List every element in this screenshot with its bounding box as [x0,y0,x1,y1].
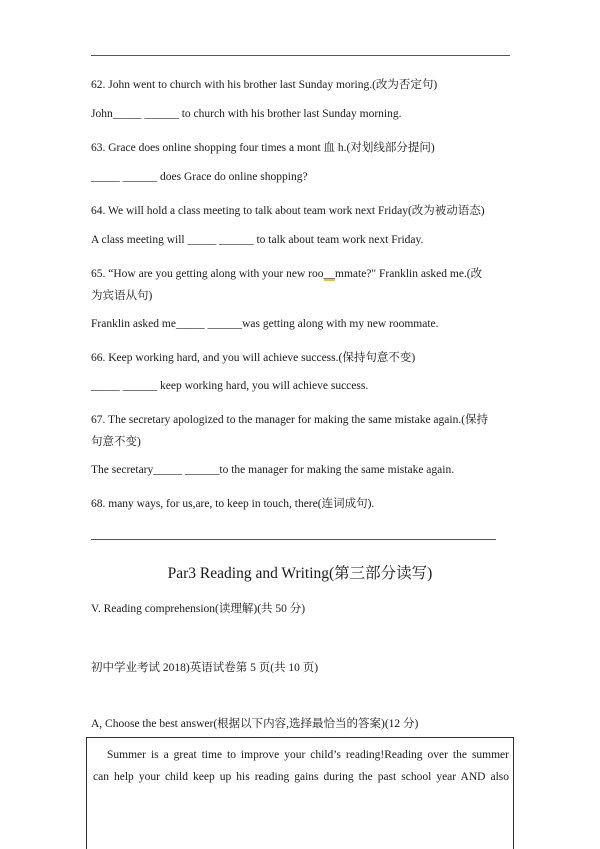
section-divider [91,539,496,540]
question-67-line2: 句意不变) [91,436,141,448]
passage-line-2: can help your child keep up his reading gains during the past school year AND also [93,771,509,783]
question-67-line1: 67. The secretary apologized to the manager for making the same mistake again.(保持 [91,414,489,426]
question-68: 68. many ways, for us,are, to keep in touch, there(连词成句). [91,498,375,510]
question-64: 64. We will hold a class meeting to talk about team work next Friday(改为被动语态) [91,205,485,217]
answer-65: Franklin asked me_____ ______was getting along with my new roommate. [91,318,439,330]
question-63: 63. Grace does online shopping four times a mont 血 h.(对划线部分提问) [91,142,435,154]
answer-62: John_____ ______ to church with his brother last Sunday morning. [91,108,402,120]
section-v-heading: V. Reading comprehension(读理解)(共 50 分) [91,603,306,615]
question-65-post: mmate?" Franklin asked me.(改 [335,268,483,280]
part3-title: Par3 Reading and Writing(第三部分读写) [167,565,433,582]
passage-line-1: Summer is a great time to improve your child’s reading!Reading over the summer [107,749,509,761]
top-divider [91,55,510,56]
question-62: 62. John went to church with his brother last Sunday moring.(改为否定句) [91,79,438,91]
page-footer: 初中学业考试 2018)英语试卷第 5 页(共 10 页) [91,662,319,674]
question-66: 66. Keep working hard, and you will achieve success.(保持句意不变) [91,352,416,364]
question-65-pre: 65. “How are you getting along with your new roo [91,268,324,280]
answer-66: _____ ______ keep working hard, you will achieve success. [91,380,369,392]
section-a-heading: A, Choose the best answer(根据以下内容,选择最恰当的答案)(12 分) [91,718,419,730]
answer-64: A class meeting will _____ ______ to talk about team work next Friday. [91,234,424,246]
question-65-line1 [91,265,482,281]
answer-67: The secretary_____ ______to the manager for making the same mistake again. [91,464,455,476]
answer-63: _____ ______ does Grace do online shopping? [91,171,308,183]
reading-passage-box [86,737,514,849]
wavy-mark: __ [323,268,336,280]
question-65-line2: 为宾语从句) [91,290,153,302]
